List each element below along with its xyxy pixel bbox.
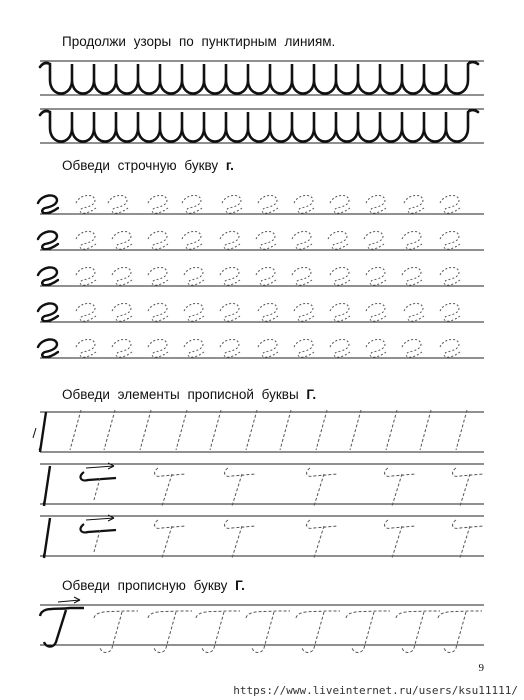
instruction-patterns: Продолжи узоры по пунктирным линиям. <box>62 34 336 49</box>
letter-g-trace <box>440 339 460 357</box>
hook-trace <box>385 468 416 506</box>
letter-g-trace <box>182 231 202 249</box>
letter-g-trace <box>220 303 240 321</box>
letter-g-trace <box>328 231 348 249</box>
lowercase-row-4 <box>38 303 484 322</box>
wave-pattern <box>40 62 478 94</box>
hook-trace <box>385 520 416 558</box>
letter-g-sample <box>38 231 58 249</box>
capital-g-trace <box>346 611 390 653</box>
pattern-row-2 <box>40 109 484 143</box>
letter-g-trace <box>76 339 96 357</box>
letter-g-trace <box>148 339 168 357</box>
letter-g-trace <box>258 303 278 321</box>
letter-g-trace <box>366 195 386 213</box>
stroke-sample <box>43 518 50 558</box>
stroke-trace <box>420 410 431 450</box>
letter-g-trace <box>148 195 168 213</box>
stroke-trace <box>316 410 327 450</box>
letter-g-trace <box>294 195 314 213</box>
letter-g-trace <box>184 339 204 357</box>
letter-g-trace <box>404 195 424 213</box>
letter-g-sample <box>38 303 58 321</box>
letter-g-trace <box>148 303 168 321</box>
stroke-trace <box>350 410 361 450</box>
hook-trace <box>155 520 186 558</box>
direction-arrow <box>33 428 36 438</box>
letter-g-trace <box>182 195 202 213</box>
letter-g-trace <box>294 303 314 321</box>
letter-g-trace <box>404 303 424 321</box>
stroke-trace <box>94 478 100 500</box>
lowercase-rows <box>38 195 484 358</box>
letter-g-trace <box>112 339 132 357</box>
hook-trace <box>453 520 484 558</box>
letter-g-trace <box>220 339 240 357</box>
stroke-trace <box>246 410 257 450</box>
letter-g-trace <box>108 195 128 213</box>
hook-trace <box>155 468 186 506</box>
hook-trace <box>225 520 256 558</box>
letter-g-trace <box>76 231 96 249</box>
hook-trace <box>307 520 338 558</box>
capital-g-sample-top <box>40 608 84 616</box>
stroke-trace <box>280 410 291 450</box>
letter-g-trace <box>76 303 96 321</box>
stroke-trace <box>70 410 81 450</box>
hook-trace <box>453 468 484 506</box>
lowercase-row-3 <box>38 267 484 286</box>
instruction-lowercase-text: Обведи строчную букву <box>62 158 226 173</box>
letter-g-trace <box>402 339 422 357</box>
instruction-uppercase-text: Обведи прописную букву <box>62 578 236 593</box>
letter-g-trace <box>292 267 312 285</box>
letter-g-trace <box>402 267 422 285</box>
hook-trace <box>307 468 338 506</box>
stroke-sample <box>39 412 46 452</box>
stroke-trace <box>210 410 221 450</box>
stroke-trace <box>94 530 100 552</box>
capital-g-trace <box>196 611 240 653</box>
letter-g-trace <box>330 195 350 213</box>
stroke-trace <box>140 410 151 450</box>
letter-g-trace <box>440 303 460 321</box>
stroke-trace <box>104 410 115 450</box>
letter-g-trace <box>184 303 204 321</box>
capital-g-trace <box>396 611 440 653</box>
letter-g-trace <box>258 339 278 357</box>
lowercase-row-2 <box>38 231 484 250</box>
letter-g-trace <box>222 195 242 213</box>
letter-g-trace <box>364 231 384 249</box>
letter-g-trace <box>366 303 386 321</box>
letter-g-trace <box>292 231 312 249</box>
letter-g-trace <box>330 267 350 285</box>
letter-g-trace <box>184 267 204 285</box>
letter-g-trace <box>112 267 132 285</box>
capital-g-trace <box>148 611 192 653</box>
letter-g-trace <box>76 267 96 285</box>
capital-g-trace <box>296 611 340 653</box>
letter-g-sample <box>38 339 58 357</box>
letter-g-trace <box>402 231 422 249</box>
letter-g-trace <box>258 195 278 213</box>
watermark: https://www.liveinternet.ru/users/ksu11111/ <box>233 684 518 697</box>
letter-g-trace <box>440 195 460 213</box>
letter-g-trace <box>330 303 350 321</box>
instruction-elements-text: Обведи элементы прописной буквы <box>62 387 307 402</box>
stroke-trace <box>176 410 187 450</box>
stroke-sample <box>43 466 50 506</box>
letter-g-trace <box>256 267 276 285</box>
letter-g-trace <box>256 231 276 249</box>
letter-g-trace <box>366 267 386 285</box>
pattern-section <box>40 61 484 143</box>
capital-g-trace <box>438 611 482 653</box>
letter-g-trace <box>148 231 168 249</box>
letter-g-sample <box>38 195 58 213</box>
letter-g-trace <box>220 267 240 285</box>
instruction-elements-letter: Г. <box>306 387 317 402</box>
letter-g-trace <box>76 195 96 213</box>
letter-g-trace <box>294 339 314 357</box>
elements-row-3 <box>40 515 484 558</box>
wave-pattern <box>40 110 478 142</box>
letter-g-trace <box>440 267 460 285</box>
stroke-trace <box>386 410 397 450</box>
capital-g-trace <box>246 611 290 653</box>
letter-g-trace <box>112 231 132 249</box>
elements-row-1 <box>33 410 484 452</box>
letter-g-sample <box>38 267 58 285</box>
hook-sample <box>81 472 116 480</box>
page-number: 9 <box>478 662 484 674</box>
stroke-trace <box>456 410 467 450</box>
hook-sample <box>81 524 116 532</box>
lowercase-row-5 <box>38 339 484 358</box>
lowercase-row-1 <box>38 195 484 214</box>
elements-rows <box>33 410 484 558</box>
hook-trace <box>225 468 256 506</box>
uppercase-row <box>40 597 484 653</box>
letter-g-trace <box>148 267 168 285</box>
letter-g-trace <box>440 231 460 249</box>
letter-g-trace <box>330 339 350 357</box>
instruction-lowercase-letter: г. <box>225 158 234 173</box>
pattern-row-1 <box>40 61 484 95</box>
letter-g-trace <box>220 231 240 249</box>
capital-g-trace <box>94 611 138 653</box>
letter-g-trace <box>112 303 132 321</box>
elements-row-2 <box>40 463 484 506</box>
capital-g-sample-stem <box>44 610 66 647</box>
instruction-uppercase-letter: Г. <box>235 578 245 593</box>
letter-g-trace <box>366 339 386 357</box>
